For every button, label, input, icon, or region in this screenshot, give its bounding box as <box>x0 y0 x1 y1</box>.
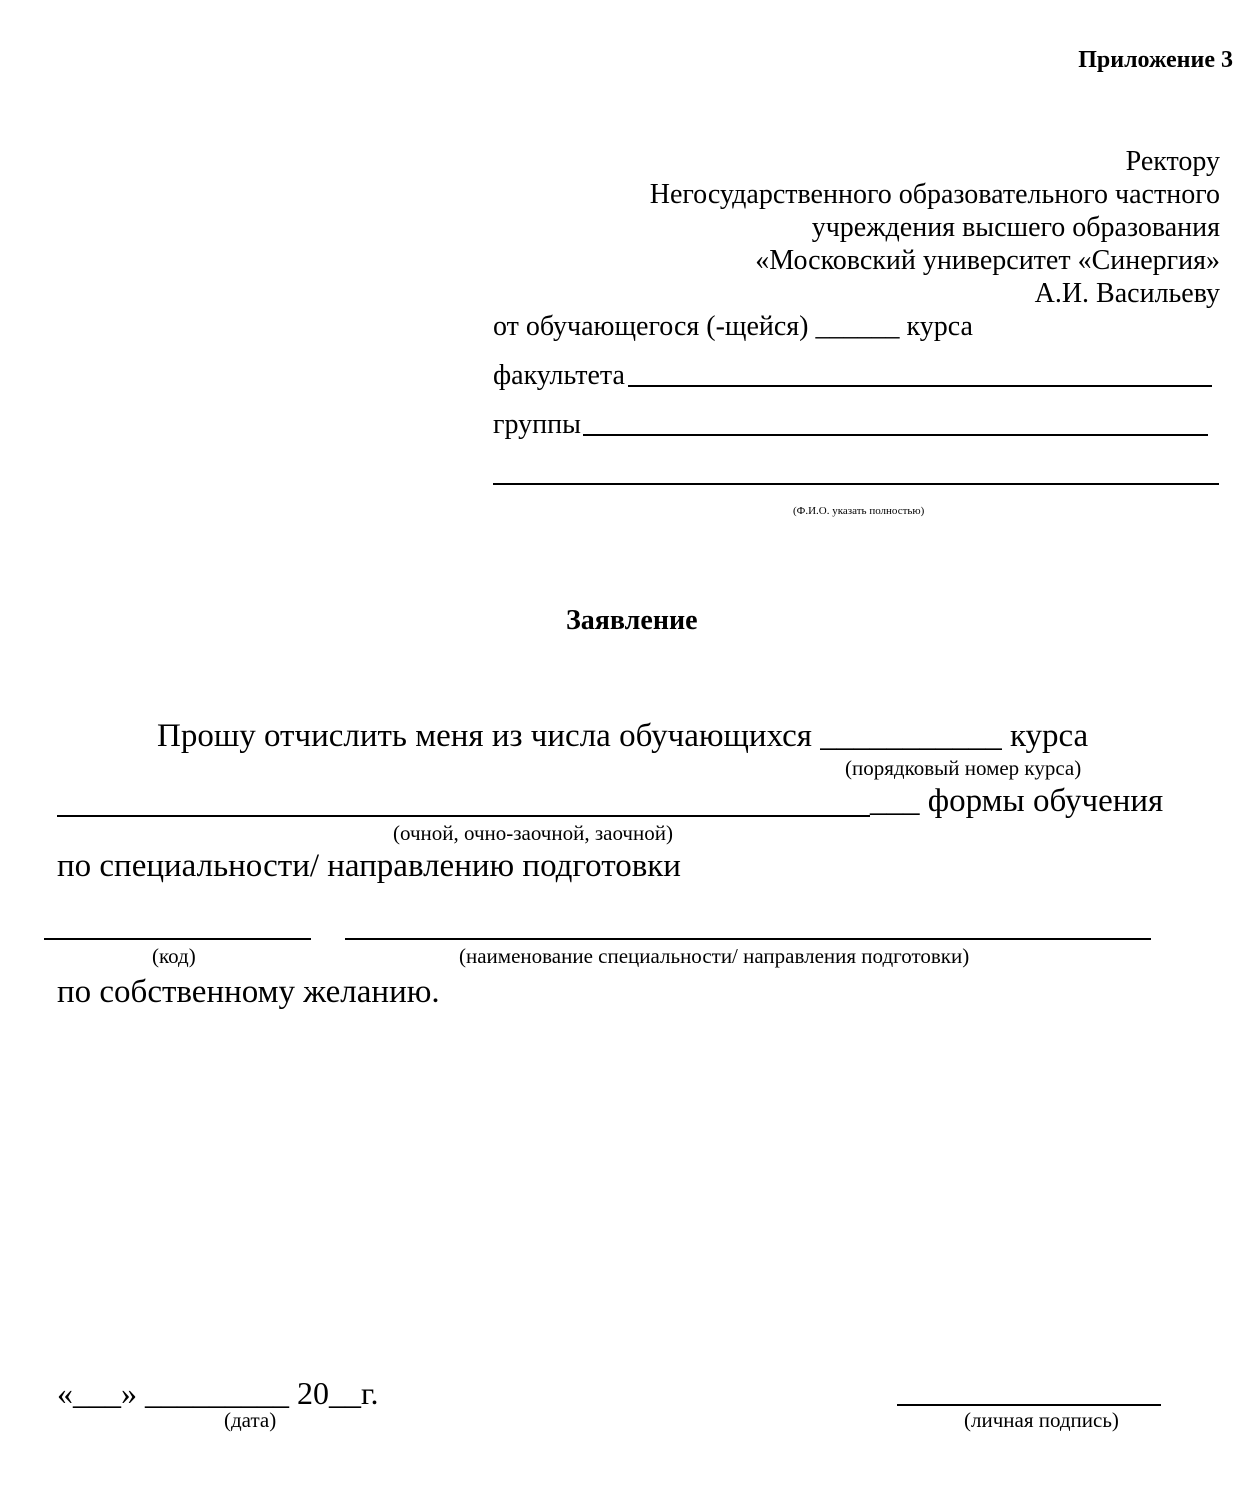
document-title: Заявление <box>566 605 698 636</box>
addressee-line-5: А.И. Васильеву <box>1034 278 1220 309</box>
study-form-hint: (очной, очно-заочной, заочной) <box>393 821 673 845</box>
addressee-line-1: Ректору <box>1125 146 1220 177</box>
specialty-name-hint: (наименование специальности/ направления подготовки) <box>459 944 970 968</box>
specialty-code-hint: (код) <box>152 944 196 968</box>
appendix-label: Приложение 3 <box>1078 47 1233 73</box>
addressee-line-4: «Московский университет «Синергия» <box>755 245 1220 276</box>
specialty-code-input-line[interactable] <box>44 938 311 940</box>
addressee-line-3: учреждения высшего образования <box>811 212 1220 243</box>
date-field[interactable]: «___» _________ 20__г. <box>57 1375 379 1411</box>
study-form-input-line[interactable] <box>57 815 870 817</box>
signature-hint: (личная подпись) <box>964 1408 1119 1432</box>
student-course-line: от обучающегося (-щейся) ______ курса <box>493 311 973 342</box>
addressee-line-2: Негосударственного образовательного частного <box>649 179 1220 210</box>
faculty-input-line[interactable] <box>628 385 1212 387</box>
body-line-2-suffix: ___ формы обучения <box>870 783 1164 819</box>
body-line-4: по собственному желанию. <box>57 974 440 1010</box>
specialty-name-input-line[interactable] <box>345 938 1151 940</box>
signature-input-line[interactable] <box>897 1404 1161 1406</box>
group-label: группы <box>493 409 581 440</box>
course-number-hint: (порядковый номер курса) <box>845 756 1082 780</box>
date-hint: (дата) <box>224 1408 277 1432</box>
group-input-line[interactable] <box>583 434 1208 436</box>
body-line-3: по специальности/ направлению подготовки <box>57 848 681 884</box>
full-name-input-line[interactable] <box>493 483 1219 485</box>
body-line-1: Прошу отчислить меня из числа обучающихся ___________ курса <box>157 718 1089 754</box>
faculty-label: факультета <box>493 360 625 391</box>
full-name-hint: (Ф.И.О. указать полностью) <box>793 505 925 517</box>
